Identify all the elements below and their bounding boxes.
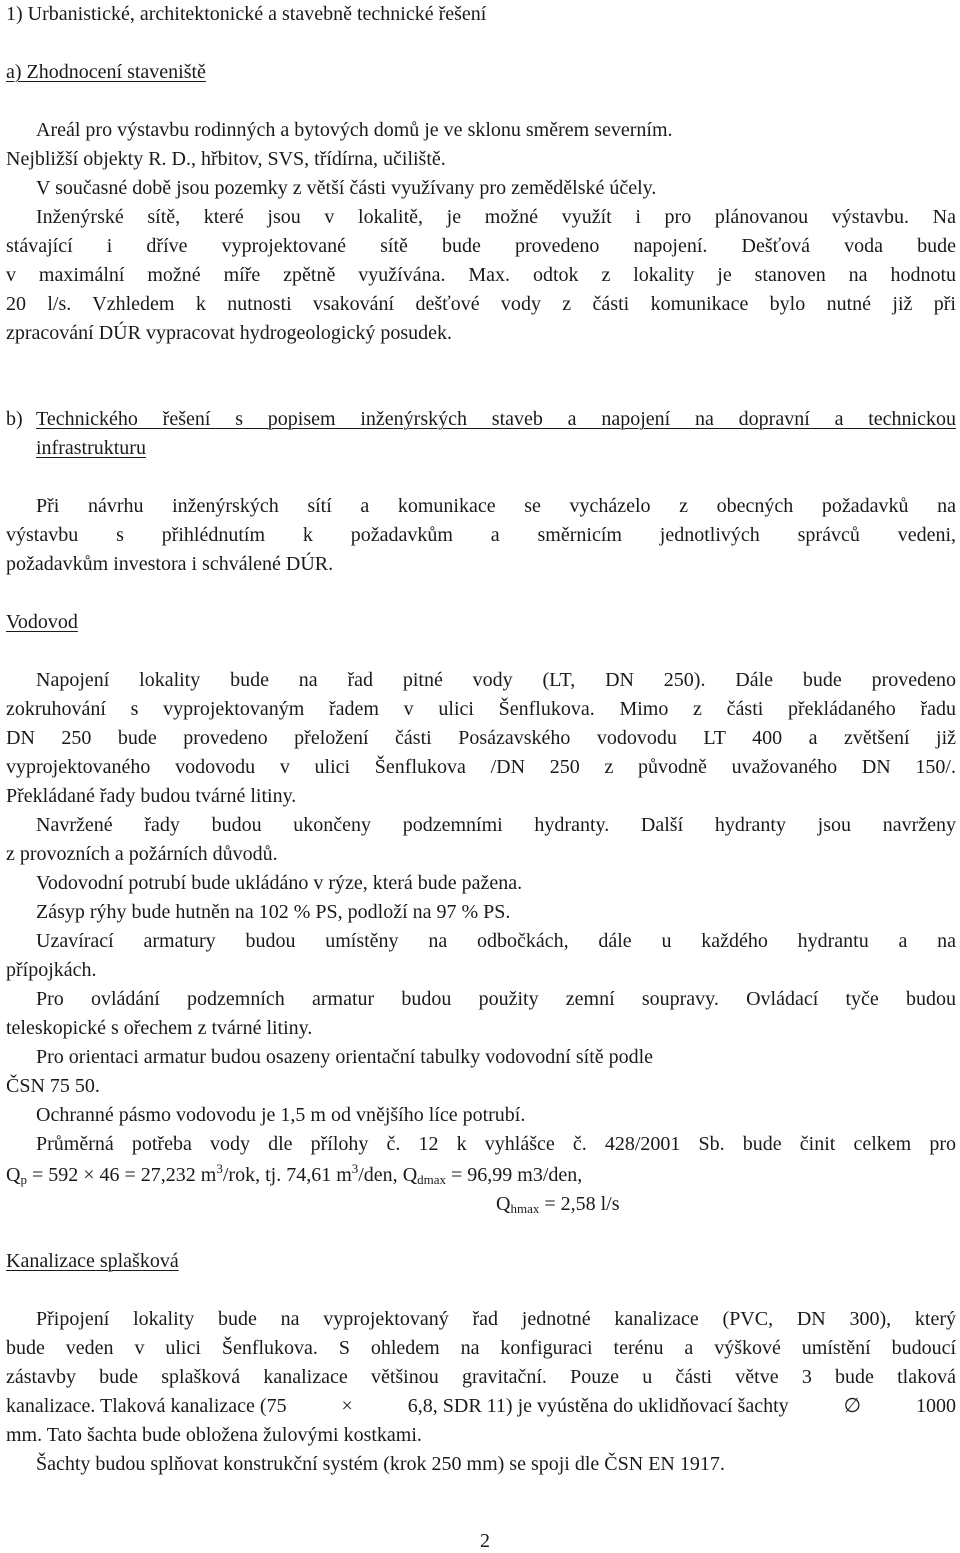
kanalizace-line: mm. Tato šachta bude obložena žulovými kostkami. xyxy=(6,1424,422,1446)
vodovod-line: DN 250 bude provedeno přeložení části Posázavského vodovodu LT 400 a zvětšení již xyxy=(6,727,956,749)
vodovod-line: zokruhování s vyprojektovaným řadem v ulici Šenflukova. Mimo z části překládaného řadu xyxy=(6,698,956,720)
diameter-icon: ∅ xyxy=(843,1395,862,1417)
vodovod-line: Napojení lokality bude na řad pitné vody (LT, DN 250). Dále bude provedeno xyxy=(36,669,956,691)
vodovod-line: ČSN 75 50. xyxy=(6,1075,100,1097)
vodovod-line: teleskopické s ořechem z tvárné litiny. xyxy=(6,1017,313,1039)
vodovod-line: přípojkách. xyxy=(6,959,97,981)
kanalizace-line: zástavby bude splašková kanalizace většinou gravitační. Pouze u části větve 3 bude tlaková xyxy=(6,1366,956,1388)
section-a-line: v maximální možné míře zpětně využívána. Max. odtok z lokality je stanoven na hodnotu xyxy=(6,264,956,286)
document-heading: 1) Urbanistické, architektonické a stavebně technické řešení xyxy=(6,3,487,25)
section-a-line: V současné době jsou pozemky z větší části využívany pro zemědělské účely. xyxy=(36,177,657,199)
section-a-line: Nejbližší objekty R. D., hřbitov, SVS, třídírna, učiliště. xyxy=(6,148,446,170)
section-a-line: Areál pro výstavbu rodinných a bytových domů je ve sklonu směrem severním. xyxy=(36,119,673,141)
kanalizace-line: bude veden v ulici Šenflukova. S ohledem na konfiguraci terénu a výškové umístění budoucí xyxy=(6,1337,956,1359)
times-sign: × xyxy=(83,1164,95,1186)
water-demand-formula: $Q_p = 592 \times 46 = 27,232$ $m^3$/rok, tj. 74,61 $m^3$/den, $Q_{dmax} = 96,99$ m3/den, xyxy=(6,1161,583,1187)
kanalizace-line: kanalizace. Tlaková kanalizace (75 × 6,8, SDR 11) je vyústěna do uklidňovací šachty ∅ 1000 xyxy=(6,1395,956,1417)
section-b-line: výstavbu s přihlédnutím k požadavkům a směrnicím jednotlivých správců vedeni, xyxy=(6,524,956,546)
vodovod-line: Překládané řady budou tvárné litiny. xyxy=(6,785,297,807)
vodovod-line: z provozních a požárních důvodů. xyxy=(6,843,278,865)
vodovod-line: Vodovodní potrubí bude ukládáno v rýze, která bude pažena. xyxy=(36,872,523,894)
vodovod-line: Pro ovládání podzemních armatur budou použity zemní soupravy. Ovládací tyče budou xyxy=(36,988,956,1010)
section-b-prefix: b) xyxy=(6,408,23,430)
vodovod-title: Vodovod xyxy=(6,611,78,633)
vodovod-line: Pro orientaci armatur budou osazeny orientační tabulky vodovodní sítě podle xyxy=(36,1046,654,1068)
section-b-title-cont: infrastrukturu xyxy=(36,437,146,459)
vodovod-line: Navržené řady budou ukončeny podzemními hydranty. Další hydranty jsou navrženy xyxy=(36,814,956,836)
section-a-line: Inženýrské sítě, které jsou v lokalitě, je možné využít i pro plánovanou výstavbu. Na xyxy=(36,206,956,228)
section-a-line: zpracování DÚR vypracovat hydrogeologický posudek. xyxy=(6,322,452,344)
section-b-title: Technického řešení s popisem inženýrských staveb a napojení na dopravní a technickou xyxy=(36,408,956,430)
section-b-line: Při návrhu inženýrských sítí a komunikace se vycházelo z obecných požadavků na xyxy=(36,495,956,517)
kanalizace-line: Připojení lokality bude na vyprojektovaný řad jednotné kanalizace (PVC, DN 300), který xyxy=(36,1308,956,1330)
vodovod-line: Průměrná potřeba vody dle přílohy č. 12 k vyhlášce č. 428/2001 Sb. bude činit celkem pro xyxy=(36,1133,956,1155)
times-sign: × xyxy=(341,1395,353,1417)
vodovod-line: vyprojektovaného vodovodu v ulici Šenflukova /DN 250 z původně uvažovaného DN 150/. xyxy=(6,756,956,778)
vodovod-line: Zásyp rýhy bude hutněn na 102 % PS, podloží na 97 % PS. xyxy=(36,901,511,923)
section-a-line: 20 l/s. Vzhledem k nutnosti vsakování dešťové vody z části komunikace bylo nutné již při xyxy=(6,293,956,315)
hourly-max-formula: $Q_{hmax} = 2,58$ l/s xyxy=(496,1193,620,1216)
vodovod-line: Uzavírací armatury budou umístěny na odbočkách, dále u každého hydrantu a na xyxy=(36,930,956,952)
page-number: 2 xyxy=(480,1530,490,1552)
vodovod-line: Ochranné pásmo vodovodu je 1,5 m od vnějšího líce potrubí. xyxy=(36,1104,526,1126)
kanalizace-line: Šachty budou splňovat konstrukční systém (krok 250 mm) se spoji dle ČSN EN 1917. xyxy=(36,1453,725,1475)
section-a-line: stávající i dříve vyprojektované sítě bude provedeno napojení. Dešťová voda bude xyxy=(6,235,956,257)
section-b-line: požadavkům investora i schválené DÚR. xyxy=(6,553,334,575)
kanalizace-title: Kanalizace splašková xyxy=(6,1250,179,1272)
section-a-title: a) Zhodnocení staveniště xyxy=(6,61,206,83)
